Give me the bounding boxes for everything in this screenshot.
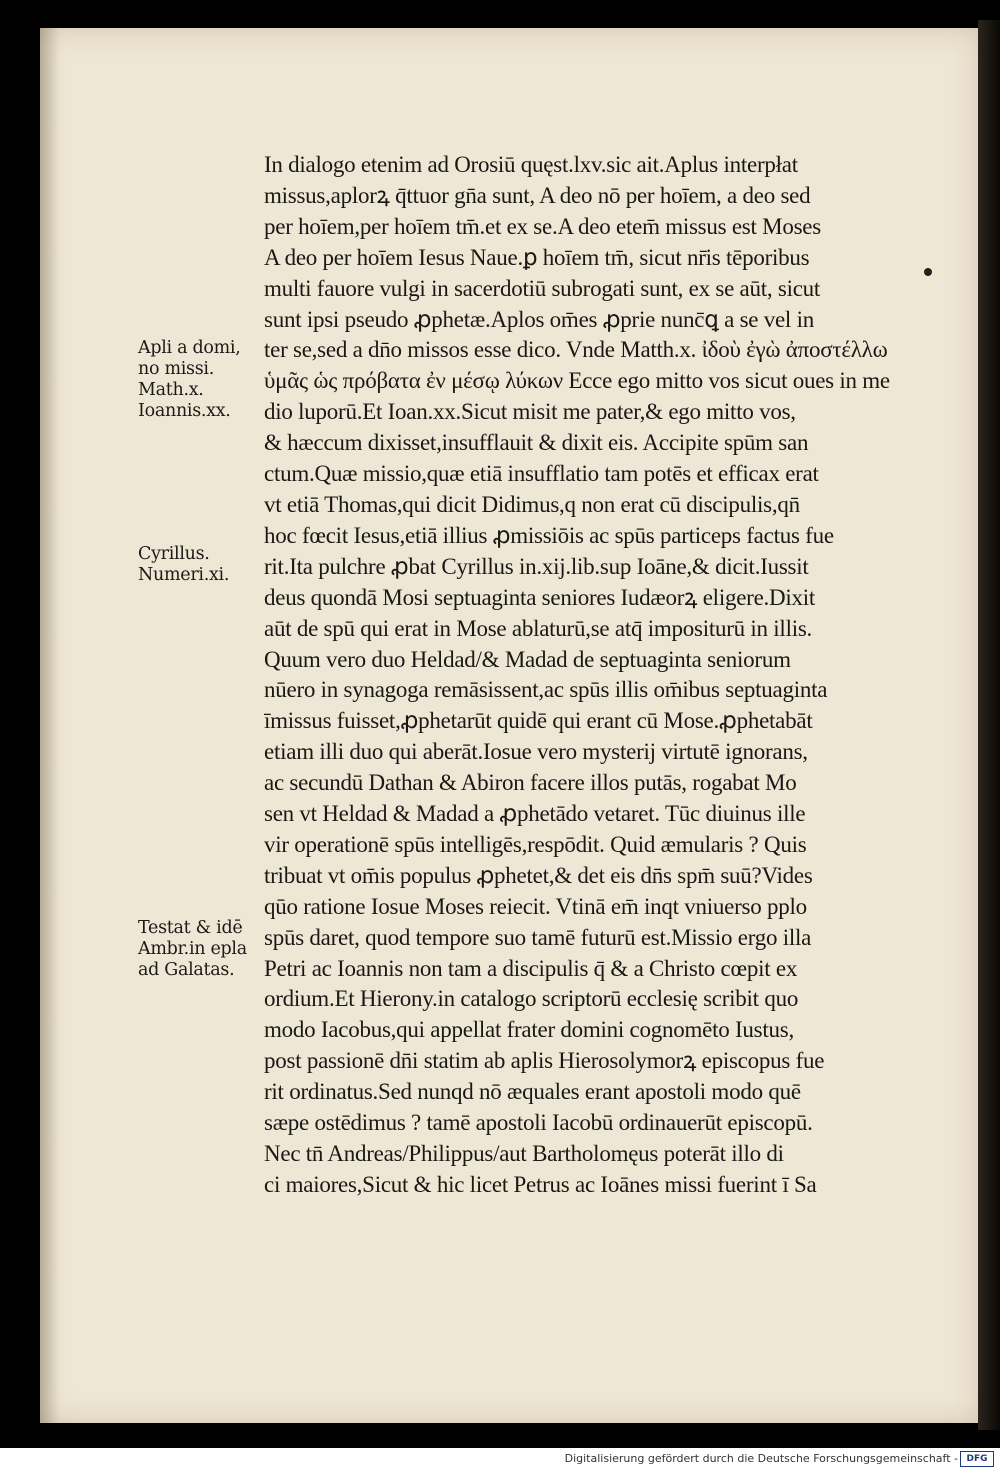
dfg-logo: DFG [960,1451,994,1467]
margin-note-line: Ioannis.xx. [138,401,231,421]
text-line: ctum.Quæ missio,quæ etiā insufflatio tam potēs et efficax erat [264,461,819,487]
margin-note-ambrose [138,918,263,981]
text-line: Nec tn̄ Andreas/Philippus/aut Bartholomęus poterāt illo di [264,1141,784,1166]
margin-note-line: Cyrillus. [138,544,210,564]
text-line: multi fauore vulgi in sacerdotiū subrogati sunt, ex se aūt, sicut [264,275,821,301]
text-line: deus quondā Mosi septuaginta seniores Iudæorꝝ eligere.Dixit [264,584,816,610]
text-line: sæpe ostēdimus ? tamē apostoli Iacobū ordinauerūt episcopū. [264,1110,813,1136]
text-line: rit ordinatus.Sed nunqd nō æquales erant apostoli modo quē [264,1079,801,1105]
text-line: aūt de spū qui erat in Mose ablaturū,se atq̄ impositurū in illis. [264,615,813,641]
text-line: modo Iacobus,qui appellat frater domini cognomēto Iustus, [264,1017,794,1043]
margin-note-line: Apli a domi, [138,338,241,358]
text-line: vt etiā Thomas,qui dicit Didimus,q non erat cū discipulis,qn̄ [264,491,800,517]
margin-note-line: Numeri.xi. [138,565,230,585]
text-line: post passionē dn̄i statim ab aplis Hierosolymorꝝ episcopus fue [264,1048,825,1074]
text-line: Petri ac Ioannis non tam a discipulis q̄ & a Christo cœpit ex [264,955,798,981]
margin-note-apostles [138,338,263,422]
text-line: dio luporū.Et Ioan.xx.Sicut misit me pater,& ego mitto vos, [264,399,796,425]
text-line: vir operationē spūs intelligēs,respōdit. Quid æmularis ? Quis [264,831,807,857]
footer-bar [0,1448,1000,1471]
text-line: qūo ratione Iosue Moses reiecit. Vtinā em̄ inqt vniuerso pplo [264,893,807,919]
text-line: In dialogo etenim ad Orosiū quęst.lxv.sic ait.Aplus interpłat [264,152,798,177]
text-line: rit.Ita pulchre ꝓbat Cyrillus in.xij.lib.sup Ioāne,& dicit.Iussit [264,553,809,579]
margin-note-cyrillus [138,544,263,586]
body-text [264,150,940,1201]
text-line: sunt ipsi pseudo ꝓphetæ.Aplos om̄es ꝓprie nunc̄ꝗ a se vel in [264,306,814,332]
margin-note-line: Testat & idē [138,918,243,938]
gutter-shadow [40,28,60,1423]
text-line: A deo per hoīem Iesus Naue.ꝑ hoīem tm̄, sicut nr̄is tēporibus [264,244,810,270]
text-line: nūero in synagoga remāsissent,ac spūs illis om̄ibus septuaginta [264,677,828,703]
text-line: īmissus fuisset,ꝓphetarūt quidē qui erant cū Mose.ꝓphetabāt [264,708,813,734]
text-line: hoc fœcit Iesus,etiā illius ꝓmissiōis ac spūs particeps factus fue [264,522,834,548]
margin-note-line: ad Galatas. [138,960,235,980]
text-line: ter se,sed a dn̄o missos esse dico. Vnde Matth.x. ἰδοὺ ἐγὼ ἀποστέλλω [264,337,888,363]
text-line: tribuat vt om̄is populus ꝓphetet,& det eis dn̄s spm̄ suū?Vides [264,862,813,888]
text-line: & hæccum dixisset,insufflauit & dixit eis. Accipite spūm san [264,430,809,456]
text-line: sen vt Heldad & Madad a ꝓphetādo vetaret. Tūc diuinus ille [264,801,806,827]
text-line: Quum vero duo Heldad/& Madad de septuaginta seniorum [264,646,791,672]
text-line: ac secundū Dathan & Abiron facere illos putās, rogabat Mo [264,770,797,796]
margin-note-line: no missi. [138,359,214,379]
text-line: etiam illi duo qui aberāt.Iosue vero mysterij virtutē ignorans, [264,739,808,765]
text-line: ὑμᾶς ὡς πρόβατα ἐν μέσῳ λύκων Ecce ego mitto vos sicut oues in me [264,368,890,394]
margin-note-line: Ambr.in epla [138,939,247,959]
text-line: spūs daret, quod tempore suo tamē futurū est.Missio ergo illa [264,924,812,950]
text-line: missus,aplorꝝ q̄ttuor gn̄a sunt, A deo nō per hoīem, a deo sed [264,182,811,208]
margin-note-line: Math.x. [138,380,204,400]
funding-note: Digitalisierung gefördert durch die Deutsche Forschungsgemeinschaft - [564,1452,958,1465]
text-line: per hoīem,per hoīem tm̄.et ex se.A deo etem̄ missus est Moses [264,213,821,239]
page-edge [978,20,1000,1430]
text-line: ordium.Et Hierony.in catalogo scriptorū ecclesię scribit quo [264,986,799,1012]
text-line: ci maiores,Sicut & hic licet Petrus ac Ioānes missi fuerint ī Sa [264,1171,817,1197]
